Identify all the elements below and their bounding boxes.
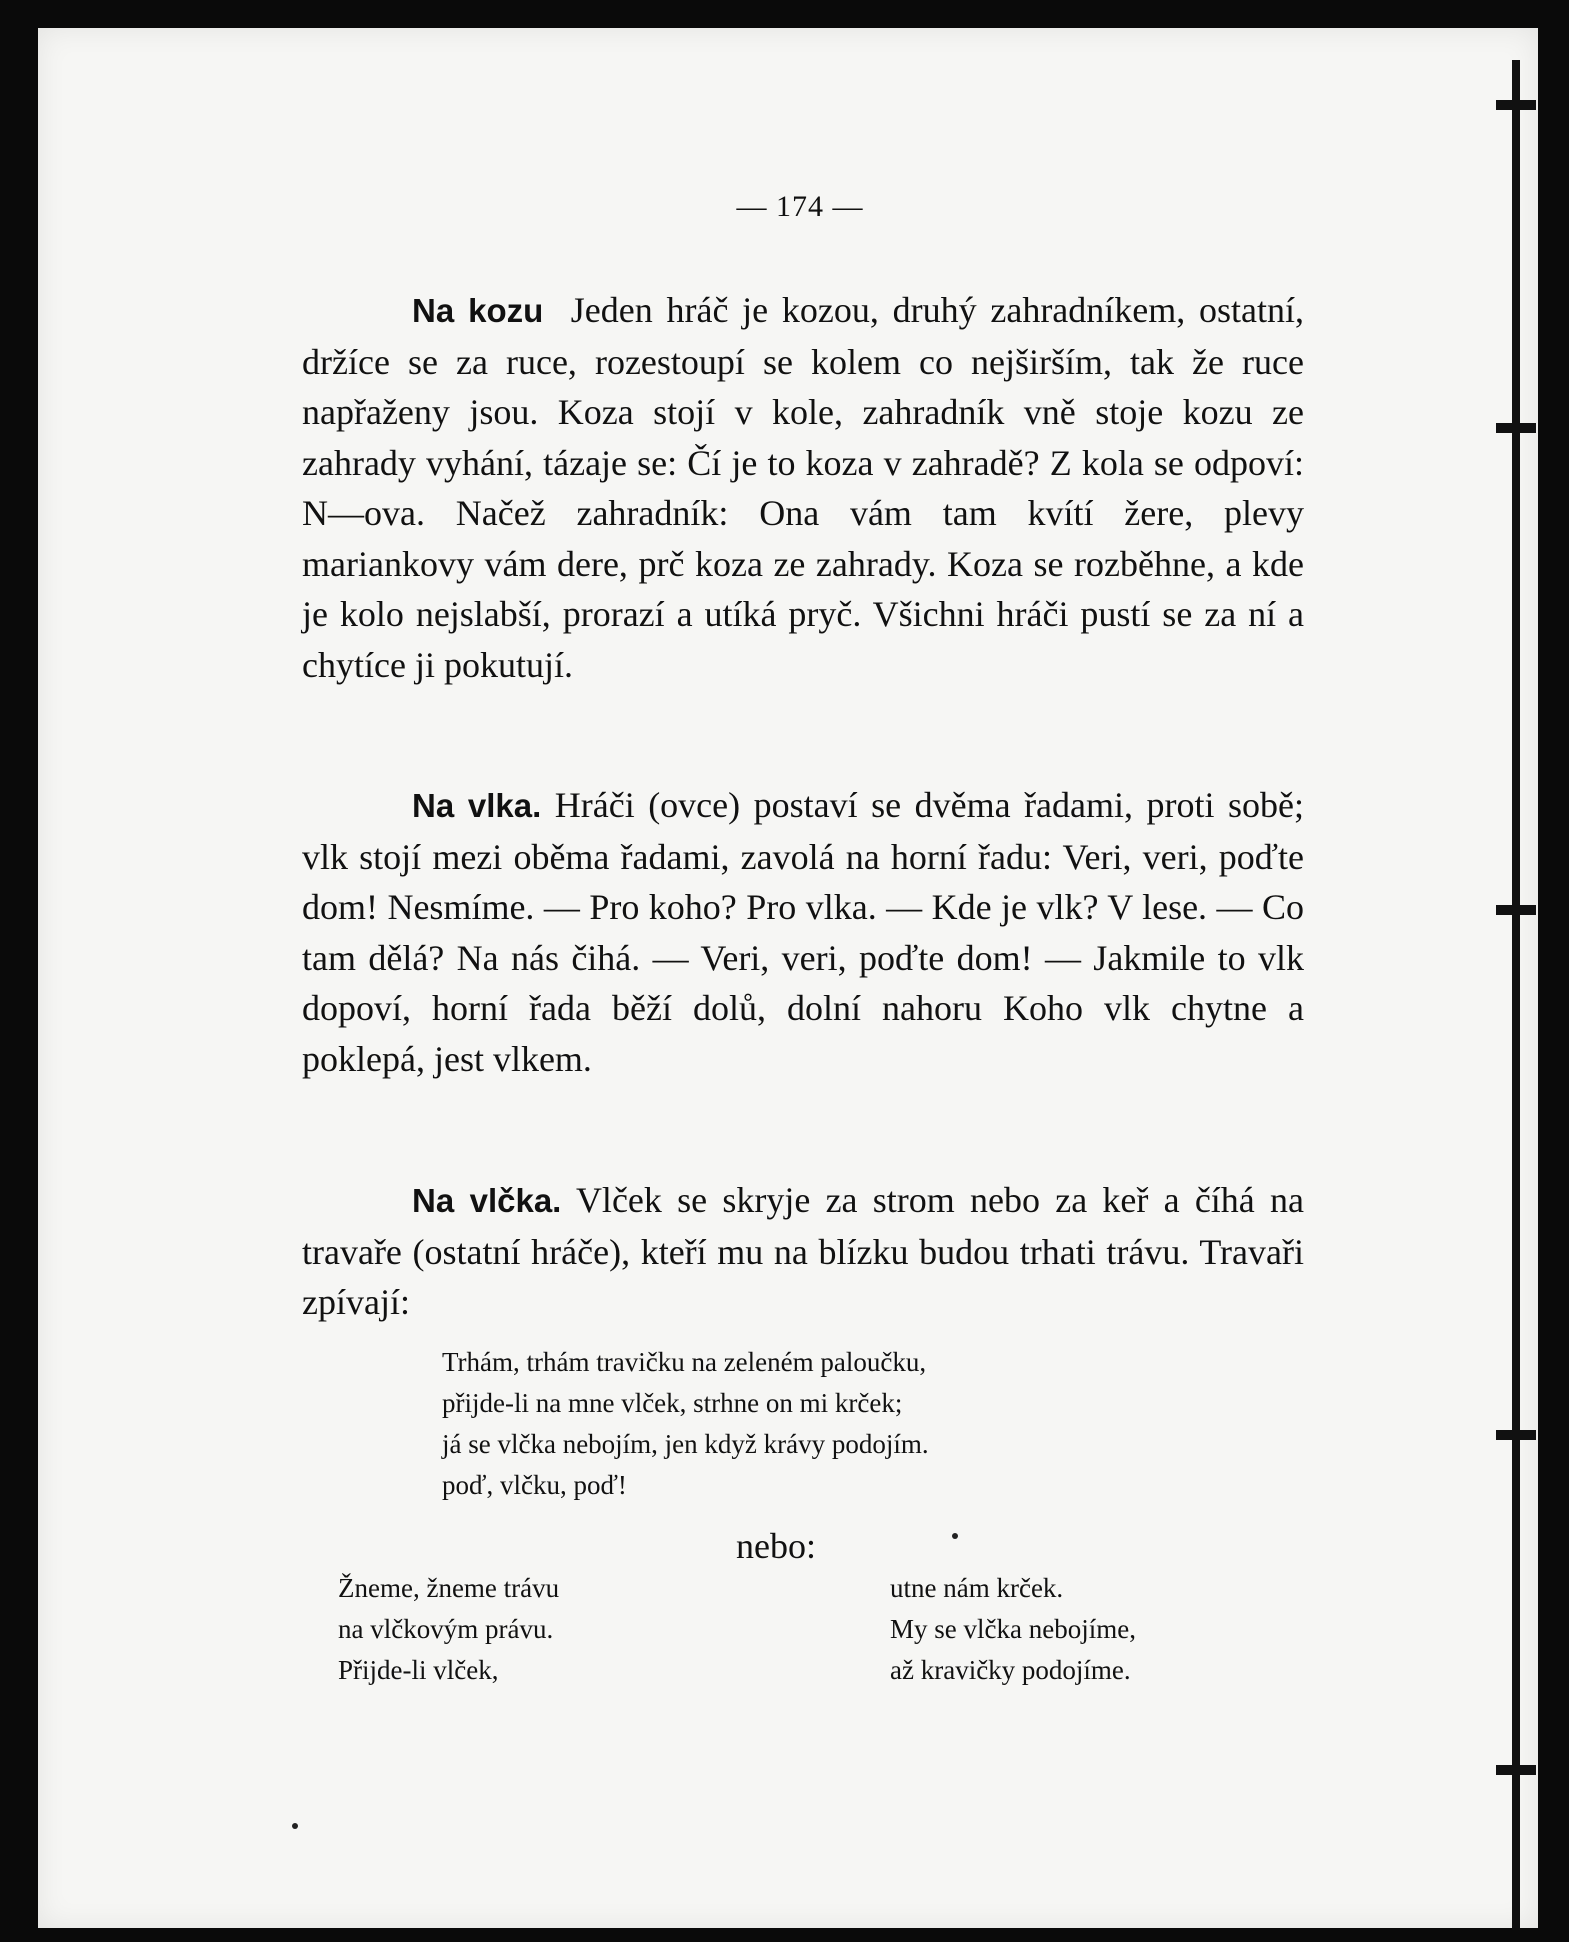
song-verse-left	[338, 1568, 559, 1691]
section-na-vlcka	[302, 1175, 1304, 1328]
page-number: — 174 —	[736, 190, 864, 223]
verse-line: na vlčkovým právu.	[338, 1614, 554, 1644]
speck	[292, 1823, 298, 1829]
speck	[952, 1533, 958, 1539]
verse-line: až kravičky podojíme.	[890, 1655, 1131, 1685]
nebo-label: nebo:	[736, 1526, 816, 1566]
verse-line: My se vlčka nebojíme,	[890, 1614, 1136, 1644]
edge-mark	[1496, 905, 1536, 915]
section-text: Vlček se skryje za strom nebo za keř a číhá na travaře (ostatní hráče), kteří mu na blízku budou trhati trávu. Travaři zpívají:	[302, 1180, 1304, 1322]
edge-mark	[1496, 423, 1536, 433]
edge-mark	[1496, 1430, 1536, 1440]
section-text: Hráči (ovce) postaví se dvěma řadami, proti sobě; vlk stojí mezi oběma řadami, zavolá na horní řadu: Veri, veri, poďte dom! Nesmíme. — Pro koho? Pro vlka. — Kde je vlk? V lese. — Co tam dělá? Na nás čihá. — Veri, veri, poďte dom! — Jakmile to vlk dopoví, horní řada běží dolů, dolní nahoru Koho vlk chytne a poklepá, jest vlkem.	[302, 785, 1304, 1079]
section-title: Na vlka.	[412, 787, 542, 824]
verse-line: utne nám krček.	[890, 1573, 1064, 1603]
verse-line: Žneme, žneme trávu	[338, 1573, 560, 1603]
section-text: Jeden hráč je kozou, druhý zahradníkem, ostatní, držíce se za ruce, rozestoupí se kolem co nejširším, tak že ruce napřaženy jsou. Koza stojí v kole, zahradník vně stoje kozu ze zahrady vyhání, tázaje se: Čí je to koza v zahradě? Z kola se odpoví: N—ova. Načež zahradník: Ona vám tam kvítí žere, plevy mariankovy vám dere, prč koza ze zahrady. Koza se rozběhne, a kde je kolo nejslabší, prorazí a utíká pryč. Všichni hráči pustí se za ní a chytíce ji pokutují.	[302, 290, 1305, 685]
section-title: Na vlčka.	[412, 1182, 562, 1219]
verse-line: poď, vlčku, poď!	[442, 1470, 627, 1500]
song-verse-right	[890, 1568, 1136, 1691]
edge-mark	[1496, 100, 1536, 110]
verse-line: Přijde-li vlček,	[338, 1655, 499, 1685]
verse-line: Trhám, trhám travičku na zeleném paloučku,	[442, 1347, 927, 1377]
edge-mark	[1496, 1765, 1536, 1775]
verse-line: já se vlčka nebojím, jen když krávy podojím.	[442, 1429, 929, 1459]
section-na-kozu	[302, 285, 1304, 690]
section-na-vlka	[302, 780, 1304, 1084]
page-edge	[1512, 60, 1520, 1930]
verse-line: přijde-li na mne vlček, strhne on mi krček;	[442, 1388, 903, 1418]
section-title: Na kozu	[412, 292, 544, 329]
song-verse	[442, 1342, 929, 1506]
